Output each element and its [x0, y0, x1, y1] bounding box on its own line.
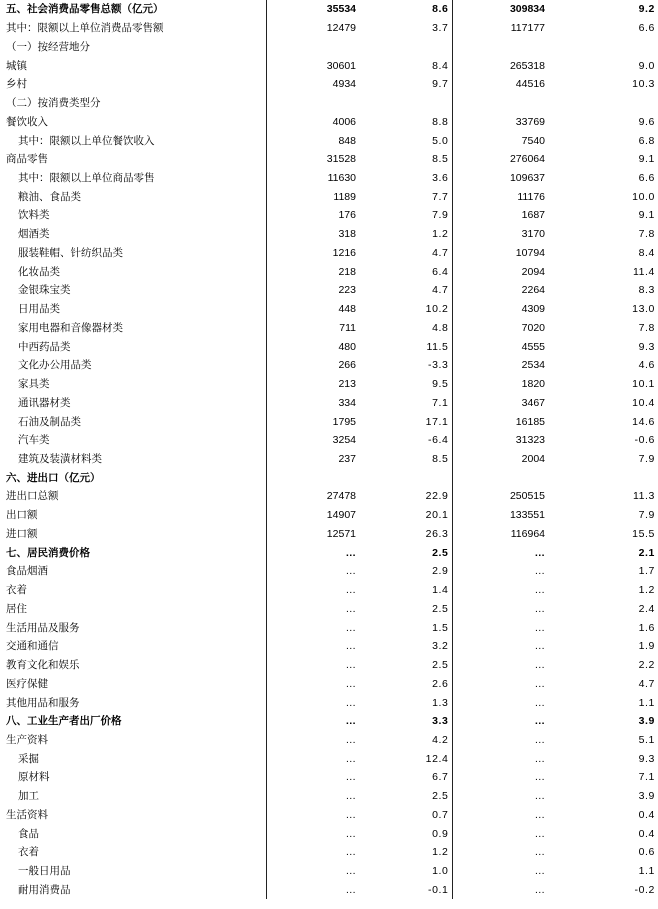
table-row: [0, 244, 658, 263]
month-value: 223: [266, 281, 359, 300]
cumulative-growth: 11.4: [632, 265, 655, 278]
cumulative-growth: 1.9: [638, 640, 655, 653]
cumulative-value: 33769: [452, 112, 548, 131]
row-label: 乡村: [6, 78, 27, 91]
month-growth: 8.4: [432, 59, 449, 72]
month-growth: 22.9: [425, 490, 449, 503]
table-row: [0, 356, 658, 375]
month-growth: 4.7: [432, 284, 449, 297]
cumulative-growth: 1.7: [638, 565, 655, 578]
row-label: 原材料: [18, 771, 50, 784]
row-label: 食品: [18, 827, 39, 840]
month-growth: 10.2: [425, 303, 449, 316]
month-growth: 7.1: [432, 396, 449, 409]
cumulative-growth: 10.3: [632, 78, 655, 91]
table-row: [0, 506, 658, 525]
cumulative-value: 16185: [452, 412, 548, 431]
month-value: 334: [266, 393, 359, 412]
row-label: 采掘: [18, 752, 39, 765]
month-growth: 2.5: [432, 790, 449, 803]
cumulative-growth: 9.6: [638, 115, 655, 128]
cumulative-growth: 1.2: [638, 584, 655, 597]
table-row: [0, 94, 658, 113]
cumulative-growth: 7.9: [638, 509, 655, 522]
month-value: …: [266, 824, 359, 843]
row-label: 进口额: [6, 527, 38, 540]
month-value: …: [266, 731, 359, 750]
cumulative-growth: 6.6: [638, 22, 655, 35]
cumulative-growth: 10.0: [632, 190, 655, 203]
month-value: 11630: [266, 169, 359, 188]
cumulative-value: …: [452, 862, 548, 881]
row-label: 加工: [18, 790, 39, 803]
month-growth: 2.9: [432, 565, 449, 578]
cumulative-growth: 6.6: [638, 171, 655, 184]
table-row: [0, 693, 658, 712]
month-value: 237: [266, 450, 359, 469]
month-growth: 17.1: [425, 415, 449, 428]
month-growth: 4.2: [432, 734, 449, 746]
cumulative-growth: 13.0: [632, 303, 655, 316]
row-label: 商品零售: [6, 153, 48, 166]
row-label: 服装鞋帽、针纺织品类: [18, 246, 123, 259]
month-growth: -0.1: [428, 883, 449, 896]
row-label: 进出口总额: [6, 490, 59, 503]
table-row: [0, 618, 658, 637]
cumulative-growth: 4.7: [638, 677, 655, 690]
table-row: [0, 169, 658, 188]
month-value: 1216: [266, 244, 359, 263]
month-value: 218: [266, 262, 359, 281]
table-row: [0, 337, 658, 356]
cumulative-value: 11176: [452, 187, 548, 206]
cumulative-growth: 15.5: [632, 527, 655, 540]
month-growth: 7.7: [432, 190, 449, 203]
cumulative-growth: 3.9: [638, 790, 655, 803]
month-value: 35534: [266, 0, 359, 19]
row-label: 建筑及装潢材料类: [18, 452, 102, 465]
table-row: [0, 787, 658, 806]
row-label: 七、居民消费价格: [6, 546, 90, 559]
cumulative-growth: 14.6: [632, 415, 655, 428]
month-value: 31528: [266, 150, 359, 169]
table-row: [0, 19, 658, 38]
row-label: 医疗保健: [6, 677, 48, 690]
cumulative-value: 117177: [452, 19, 548, 38]
month-growth: 3.3: [432, 715, 449, 728]
table-row: [0, 712, 658, 731]
cumulative-growth: 10.1: [632, 378, 655, 391]
row-label: 生活资料: [6, 808, 48, 821]
cumulative-value: …: [452, 562, 548, 581]
cumulative-growth: 0.6: [638, 846, 655, 859]
month-growth: 0.7: [432, 808, 449, 821]
month-growth: 3.6: [432, 171, 449, 184]
month-growth: 9.7: [432, 78, 449, 91]
row-label: 其中：限额以上单位餐饮收入: [18, 134, 155, 147]
month-growth: 8.8: [432, 115, 449, 128]
table-row: [0, 824, 658, 843]
cumulative-value: [452, 468, 548, 487]
cumulative-value: 2094: [452, 262, 548, 281]
month-value: …: [266, 581, 359, 600]
table-row: [0, 806, 658, 825]
month-value: 27478: [266, 487, 359, 506]
month-value: 448: [266, 300, 359, 319]
row-label: 其中：限额以上单位消费品零售额: [6, 22, 164, 35]
month-value: …: [266, 787, 359, 806]
cumulative-growth: 0.4: [638, 827, 655, 840]
cumulative-growth: 1.1: [638, 865, 655, 878]
cumulative-growth: 2.4: [638, 602, 655, 615]
table-row: [0, 749, 658, 768]
cumulative-value: 7020: [452, 318, 548, 337]
month-value: 1189: [266, 187, 359, 206]
cumulative-growth: [548, 468, 658, 487]
month-growth: 1.5: [432, 621, 449, 634]
cumulative-growth: [548, 37, 658, 56]
month-growth: 2.6: [432, 677, 449, 690]
month-value: [266, 94, 359, 113]
month-growth: -6.4: [428, 434, 449, 447]
month-value: 848: [266, 131, 359, 150]
row-label: 烟酒类: [18, 228, 50, 241]
table-row: [0, 843, 658, 862]
cumulative-growth: 2.1: [638, 546, 655, 559]
row-label: 生产资料: [6, 734, 48, 746]
cumulative-value: 4555: [452, 337, 548, 356]
row-label: 化妆品类: [18, 265, 60, 278]
table-row: [0, 300, 658, 319]
cumulative-value: 10794: [452, 244, 548, 263]
cumulative-value: …: [452, 618, 548, 637]
cumulative-value: 3170: [452, 225, 548, 244]
cumulative-growth: 9.2: [638, 3, 655, 16]
month-growth: 1.2: [432, 228, 449, 241]
month-value: …: [266, 674, 359, 693]
cumulative-value: 265318: [452, 56, 548, 75]
month-growth: 0.9: [432, 827, 449, 840]
table-row: [0, 543, 658, 562]
month-growth: 2.5: [432, 602, 449, 615]
cumulative-value: 2264: [452, 281, 548, 300]
month-value: …: [266, 656, 359, 675]
row-label: 日用品类: [18, 303, 60, 316]
table-row: [0, 525, 658, 544]
month-growth: 3.7: [432, 22, 449, 35]
cumulative-value: 4309: [452, 300, 548, 319]
month-growth: 1.3: [432, 696, 449, 709]
table-row: [0, 881, 658, 900]
table-row: [0, 431, 658, 450]
cumulative-growth: 7.8: [638, 321, 655, 334]
month-value: 176: [266, 206, 359, 225]
table-row: [0, 187, 658, 206]
month-value: 12571: [266, 525, 359, 544]
cumulative-value: …: [452, 581, 548, 600]
cumulative-growth: 9.0: [638, 59, 655, 72]
month-value: …: [266, 600, 359, 619]
row-label: 八、工业生产者出厂价格: [6, 715, 122, 728]
table-row: [0, 225, 658, 244]
month-growth: 9.5: [432, 378, 449, 391]
month-growth: [359, 468, 452, 487]
cumulative-growth: 7.1: [638, 771, 655, 784]
cumulative-growth: -0.2: [634, 883, 655, 896]
row-label: 文化办公用品类: [18, 359, 92, 372]
row-label: 家具类: [18, 378, 50, 391]
row-label: 一般日用品: [18, 865, 71, 878]
cumulative-growth: 1.6: [638, 621, 655, 634]
table-row: [0, 0, 658, 19]
row-label: 中西药品类: [18, 340, 71, 353]
row-label: 其他用品和服务: [6, 696, 80, 709]
table-row: [0, 600, 658, 619]
month-growth: -3.3: [428, 359, 449, 372]
cumulative-value: 250515: [452, 487, 548, 506]
month-growth: 6.7: [432, 771, 449, 784]
cumulative-growth: 4.6: [638, 359, 655, 372]
cumulative-value: …: [452, 656, 548, 675]
month-value: [266, 37, 359, 56]
month-growth: 8.5: [432, 452, 449, 465]
row-label: 衣着: [6, 584, 27, 597]
row-label: 其中：限额以上单位商品零售: [18, 171, 155, 184]
month-value: 4934: [266, 75, 359, 94]
table-row: [0, 731, 658, 750]
cumulative-value: …: [452, 543, 548, 562]
month-growth: 11.5: [426, 340, 449, 353]
cumulative-growth: 1.1: [638, 696, 655, 709]
row-label: 六、进出口（亿元）: [6, 471, 101, 484]
month-value: 1795: [266, 412, 359, 431]
month-growth: 26.3: [425, 527, 449, 540]
table-row: [0, 281, 658, 300]
cumulative-growth: 9.1: [638, 153, 655, 166]
cumulative-value: 276064: [452, 150, 548, 169]
cumulative-value: …: [452, 824, 548, 843]
cumulative-growth: 8.3: [638, 284, 655, 297]
row-label: 交通和通信: [6, 640, 59, 653]
month-growth: 2.5: [432, 659, 449, 672]
table-row: [0, 375, 658, 394]
cumulative-value: …: [452, 693, 548, 712]
cumulative-growth: 11.3: [632, 490, 655, 503]
table-row: [0, 412, 658, 431]
month-growth: [359, 37, 452, 56]
month-value: …: [266, 862, 359, 881]
month-value: 480: [266, 337, 359, 356]
row-label: 餐饮收入: [6, 115, 48, 128]
row-label: 城镇: [6, 59, 27, 72]
month-value: …: [266, 768, 359, 787]
table-row: [0, 318, 658, 337]
table-row: [0, 862, 658, 881]
cumulative-value: …: [452, 768, 548, 787]
month-value: …: [266, 543, 359, 562]
row-label: （二）按消费类型分: [6, 97, 101, 110]
cumulative-value: 309834: [452, 0, 548, 19]
row-label: 生活用品及服务: [6, 621, 80, 634]
row-label: 衣着: [18, 846, 39, 859]
row-label: 通讯器材类: [18, 396, 71, 409]
table-row: [0, 262, 658, 281]
row-label: 居住: [6, 602, 27, 615]
row-label: 粮油、食品类: [18, 190, 81, 203]
cumulative-growth: 5.1: [638, 734, 655, 746]
row-label: 饮料类: [18, 209, 50, 222]
month-growth: 20.1: [425, 509, 449, 522]
cumulative-value: 2004: [452, 450, 548, 469]
cumulative-value: 2534: [452, 356, 548, 375]
table-row: [0, 581, 658, 600]
month-growth: 1.0: [432, 865, 449, 878]
month-growth: 8.6: [432, 3, 449, 16]
cumulative-value: …: [452, 843, 548, 862]
month-value: …: [266, 562, 359, 581]
row-label: 金银珠宝类: [18, 284, 71, 297]
table-row: [0, 674, 658, 693]
month-value: …: [266, 618, 359, 637]
row-label: 教育文化和娱乐: [6, 659, 80, 672]
month-value: …: [266, 806, 359, 825]
cumulative-growth: 9.3: [638, 752, 655, 765]
cumulative-growth: 8.4: [638, 246, 655, 259]
month-value: 318: [266, 225, 359, 244]
month-growth: 2.5: [432, 546, 449, 559]
month-growth: 4.8: [432, 321, 449, 334]
month-growth: 5.0: [432, 134, 449, 147]
cumulative-value: …: [452, 637, 548, 656]
cumulative-growth: 9.1: [638, 209, 655, 222]
cumulative-growth: 2.2: [638, 659, 655, 672]
month-growth: 7.9: [432, 209, 449, 222]
row-label: 食品烟酒: [6, 565, 48, 578]
table-row: [0, 656, 658, 675]
cumulative-value: …: [452, 731, 548, 750]
month-value: …: [266, 843, 359, 862]
table-row: [0, 206, 658, 225]
month-growth: 1.2: [432, 846, 449, 859]
cumulative-growth: 10.4: [632, 396, 655, 409]
month-value: …: [266, 749, 359, 768]
cumulative-value: …: [452, 881, 548, 900]
month-growth: 12.4: [425, 752, 449, 765]
month-value: …: [266, 712, 359, 731]
cumulative-value: 109637: [452, 169, 548, 188]
table-row: [0, 150, 658, 169]
cumulative-value: 7540: [452, 131, 548, 150]
month-value: [266, 468, 359, 487]
month-value: 14907: [266, 506, 359, 525]
table-row: [0, 450, 658, 469]
cumulative-value: 1687: [452, 206, 548, 225]
cumulative-growth: 7.9: [638, 452, 655, 465]
row-label: 耐用消费品: [18, 883, 71, 896]
cumulative-value: [452, 94, 548, 113]
cumulative-growth: [548, 94, 658, 113]
table-row: [0, 487, 658, 506]
row-label: 五、社会消费品零售总额（亿元）: [6, 3, 164, 16]
cumulative-value: 116964: [452, 525, 548, 544]
month-value: …: [266, 637, 359, 656]
cumulative-value: …: [452, 600, 548, 619]
month-value: 12479: [266, 19, 359, 38]
table-row: [0, 75, 658, 94]
cumulative-value: 1820: [452, 375, 548, 394]
row-label: （一）按经营地分: [6, 40, 90, 53]
cumulative-value: …: [452, 787, 548, 806]
month-value: 711: [266, 318, 359, 337]
cumulative-value: …: [452, 749, 548, 768]
table-row: [0, 562, 658, 581]
month-growth: 6.4: [432, 265, 449, 278]
cumulative-growth: 9.3: [638, 340, 655, 353]
month-growth: [359, 94, 452, 113]
table-row: [0, 468, 658, 487]
row-label: 石油及制品类: [18, 415, 81, 428]
month-value: 30601: [266, 56, 359, 75]
table-row: [0, 637, 658, 656]
cumulative-growth: 6.8: [638, 134, 655, 147]
row-label: 汽车类: [18, 434, 50, 447]
cumulative-value: 3467: [452, 393, 548, 412]
month-value: …: [266, 693, 359, 712]
cumulative-value: 44516: [452, 75, 548, 94]
cumulative-value: 133551: [452, 506, 548, 525]
table-row: [0, 131, 658, 150]
table-row: [0, 56, 658, 75]
row-label: 出口额: [6, 509, 38, 522]
cumulative-value: …: [452, 806, 548, 825]
month-value: 266: [266, 356, 359, 375]
month-value: 4006: [266, 112, 359, 131]
cumulative-growth: 0.4: [638, 808, 655, 821]
month-growth: 1.4: [432, 584, 449, 597]
month-value: …: [266, 881, 359, 900]
table-row: [0, 112, 658, 131]
month-value: 3254: [266, 431, 359, 450]
month-growth: 8.5: [432, 153, 449, 166]
cumulative-value: …: [452, 712, 548, 731]
cumulative-value: 31323: [452, 431, 548, 450]
row-label: 家用电器和音像器材类: [18, 321, 123, 334]
cumulative-growth: 7.8: [638, 228, 655, 241]
month-growth: 3.2: [432, 640, 449, 653]
cumulative-growth: 3.9: [638, 715, 655, 728]
table-row: [0, 37, 658, 56]
cumulative-growth: -0.6: [634, 434, 655, 447]
cumulative-value: …: [452, 674, 548, 693]
month-growth: 4.7: [432, 246, 449, 259]
month-value: 213: [266, 375, 359, 394]
table-row: [0, 393, 658, 412]
cumulative-value: [452, 37, 548, 56]
table-row: [0, 768, 658, 787]
